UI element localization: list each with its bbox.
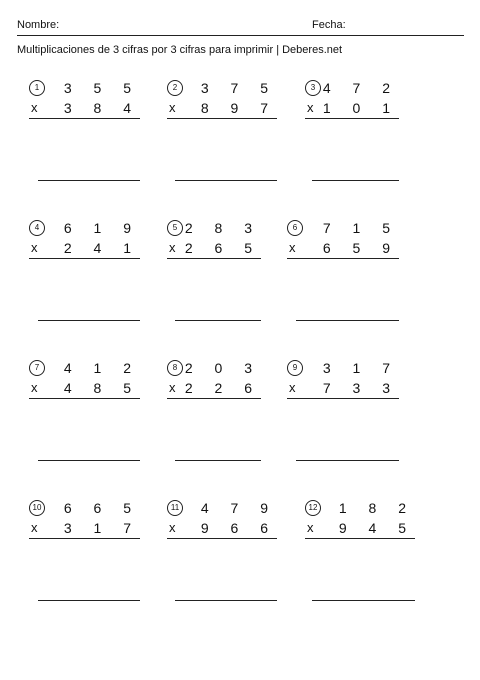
operation-rule: [305, 118, 399, 119]
multiplication-problem: [167, 360, 261, 470]
multiplication-problem: [167, 80, 277, 190]
operation-rule: [29, 118, 140, 119]
answer-line[interactable]: [38, 180, 140, 181]
multiplier: 1 0 1: [322, 100, 399, 116]
answer-line[interactable]: [296, 320, 399, 321]
name-label: Nombre:: [17, 19, 60, 31]
problem-number: 5: [167, 220, 183, 236]
problem-number: 1: [29, 80, 45, 96]
multiplier: 9 6 6: [200, 520, 277, 536]
multiply-sign: x: [169, 380, 176, 395]
operation-rule: [29, 398, 140, 399]
multiply-sign: x: [169, 100, 176, 115]
multiplier: 4 8 5: [63, 380, 140, 396]
multiplier: 3 1 7: [63, 520, 140, 536]
multiplicand: 2 0 3: [184, 360, 261, 376]
multiplication-problem: [29, 360, 140, 470]
problem-number: 4: [29, 220, 45, 236]
answer-line[interactable]: [312, 180, 399, 181]
multiplicand: 4 7 9: [200, 500, 277, 516]
answer-line[interactable]: [312, 600, 415, 601]
multiply-sign: x: [31, 100, 38, 115]
problem-number: 12: [305, 500, 321, 516]
operation-rule: [29, 258, 140, 259]
multiplication-problem: [305, 500, 415, 610]
multiplicand: 4 7 2: [322, 80, 399, 96]
operation-rule: [167, 538, 277, 539]
worksheet-header: [17, 19, 464, 36]
multiplicand: 7 1 5: [322, 220, 399, 236]
multiply-sign: x: [289, 380, 296, 395]
multiplication-problem: [29, 80, 140, 190]
multiplication-problem: [167, 220, 261, 330]
problem-number: 7: [29, 360, 45, 376]
multiplicand: 6 1 9: [63, 220, 140, 236]
multiplicand: 4 1 2: [63, 360, 140, 376]
answer-line[interactable]: [175, 180, 277, 181]
multiplier: 6 5 9: [322, 240, 399, 256]
answer-line[interactable]: [38, 320, 140, 321]
multiplier: 8 9 7: [200, 100, 277, 116]
multiplicand: 3 1 7: [322, 360, 399, 376]
multiplication-problem: [287, 360, 399, 470]
answer-line[interactable]: [296, 460, 399, 461]
multiply-sign: x: [31, 240, 38, 255]
multiply-sign: x: [31, 520, 38, 535]
multiply-sign: x: [169, 240, 176, 255]
multiplier: 2 6 5: [184, 240, 261, 256]
multiplication-problem: [29, 500, 140, 610]
problem-number: 2: [167, 80, 183, 96]
operation-rule: [29, 538, 140, 539]
multiplicand: 3 7 5: [200, 80, 277, 96]
multiply-sign: x: [307, 520, 314, 535]
multiplier: 2 2 6: [184, 380, 261, 396]
answer-line[interactable]: [175, 600, 277, 601]
multiplier: 9 4 5: [338, 520, 415, 536]
multiplicand: 6 6 5: [63, 500, 140, 516]
operation-rule: [287, 258, 399, 259]
operation-rule: [167, 398, 261, 399]
multiplicand: 3 5 5: [63, 80, 140, 96]
problem-number: 6: [287, 220, 303, 236]
multiplication-problem: [29, 220, 140, 330]
answer-line[interactable]: [175, 320, 261, 321]
problem-number: 11: [167, 500, 183, 516]
problem-number: 10: [29, 500, 45, 516]
multiplier: 7 3 3: [322, 380, 399, 396]
problem-number: 9: [287, 360, 303, 376]
multiplication-problem: [167, 500, 277, 610]
multiply-sign: x: [31, 380, 38, 395]
multiplicand: 1 8 2: [338, 500, 415, 516]
multiplier: 3 8 4: [63, 100, 140, 116]
multiplier: 2 4 1: [63, 240, 140, 256]
multiplication-problem: [287, 220, 399, 330]
worksheet-subtitle: Multiplicaciones de 3 cifras por 3 cifras para imprimir | Deberes.net: [17, 44, 343, 56]
multiplicand: 2 8 3: [184, 220, 261, 236]
operation-rule: [167, 118, 277, 119]
multiplication-problem: [305, 80, 399, 190]
multiply-sign: x: [169, 520, 176, 535]
problem-number: 8: [167, 360, 183, 376]
date-label: Fecha:: [312, 19, 346, 31]
answer-line[interactable]: [38, 600, 140, 601]
operation-rule: [167, 258, 261, 259]
operation-rule: [287, 398, 399, 399]
answer-line[interactable]: [38, 460, 140, 461]
multiply-sign: x: [289, 240, 296, 255]
multiply-sign: x: [307, 100, 314, 115]
problem-number: 3: [305, 80, 321, 96]
operation-rule: [305, 538, 415, 539]
answer-line[interactable]: [175, 460, 261, 461]
